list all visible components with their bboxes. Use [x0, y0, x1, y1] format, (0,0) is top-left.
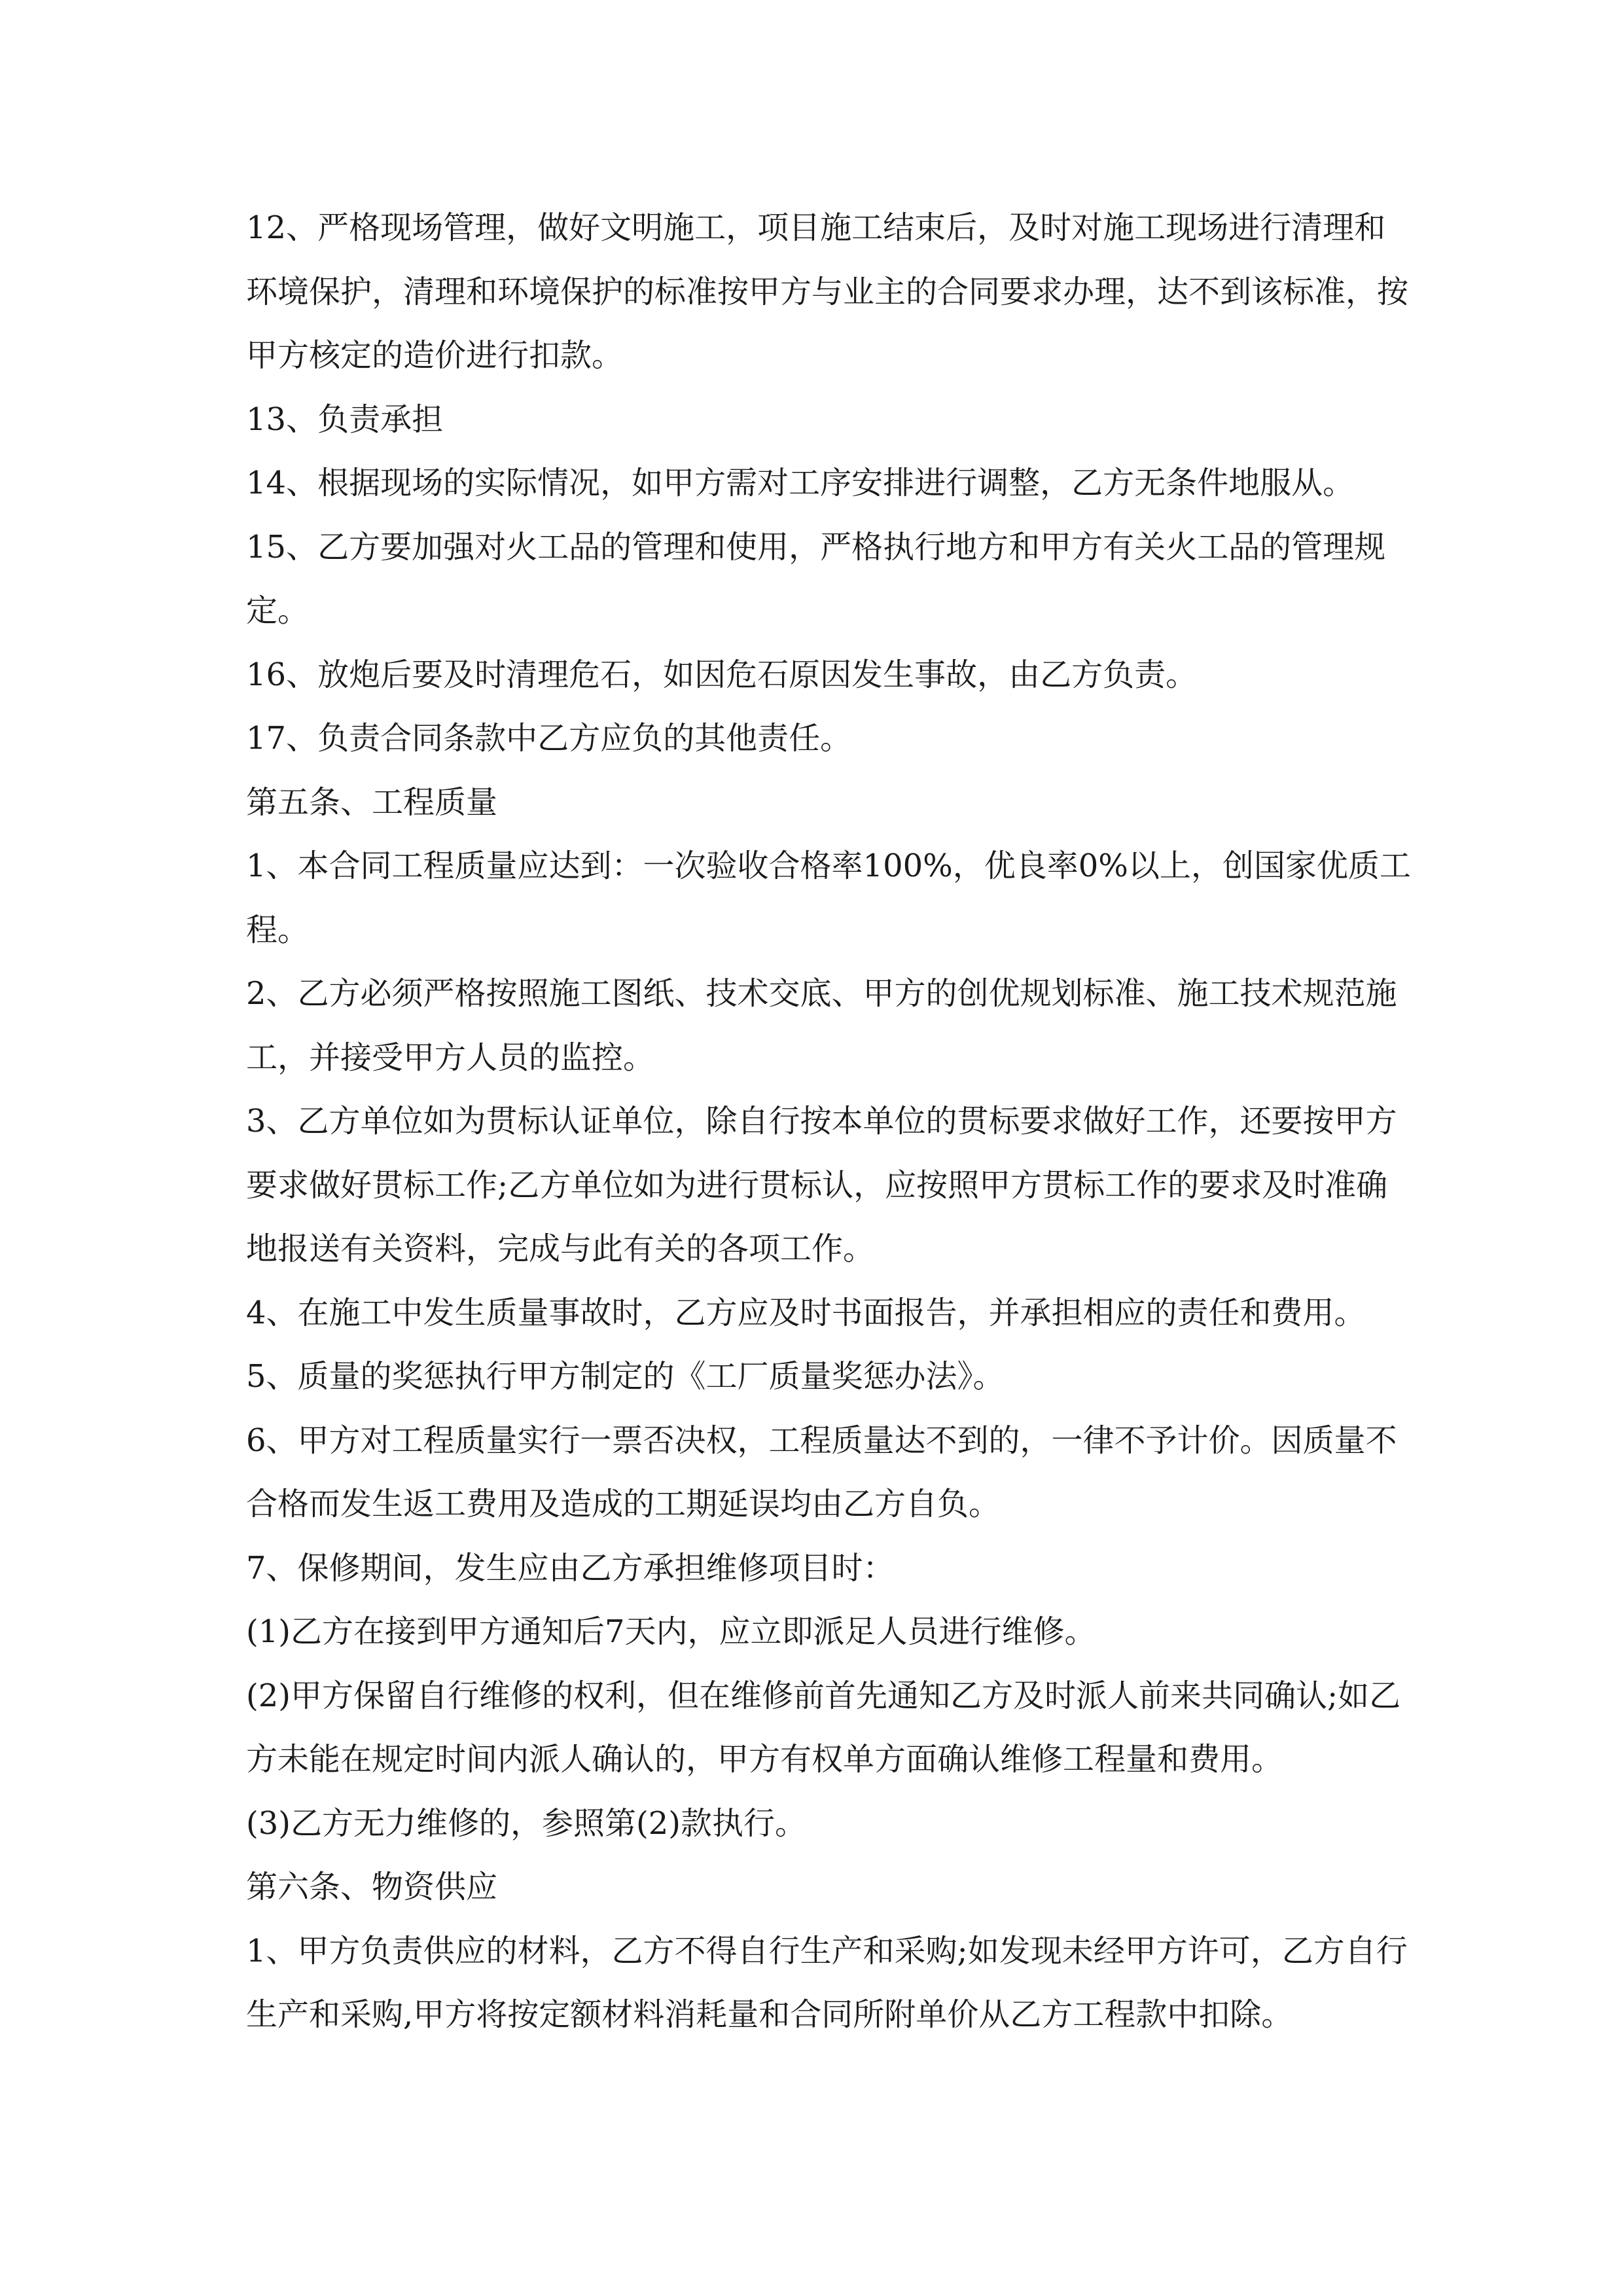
paragraph-clause-16: 16、放炮后要及时清理危石，如因危石原因发生事故，由乙方负责。 [246, 656, 1198, 693]
document-body [246, 196, 1411, 2047]
paragraph-quality-4: 4、在施工中发生质量事故时，乙方应及时书面报告，并承担相应的责任和费用。 [246, 1294, 1366, 1331]
paragraph-clause-14: 14、根据现场的实际情况，如甲方需对工序安排进行调整，乙方无条件地服从。 [246, 465, 1355, 501]
paragraph-warranty-2: (2)甲方保留自行维修的权利，但在维修前首先通知乙方及时派人前来共同确认;如乙方未能在规定时间内派人确认的，甲方有权单方面确认维修工程量和费用。 [246, 1677, 1401, 1778]
paragraph-clause-17: 17、负责合同条款中乙方应负的其他责任。 [246, 720, 852, 757]
paragraph-quality-6: 6、甲方对工程质量实行一票否决权，工程质量达不到的，一律不予计价。因质量不合格而发生返工费用及造成的工期延误均由乙方自负。 [246, 1422, 1397, 1522]
section-heading-article-6: 第六条、物资供应 [246, 1869, 498, 1905]
paragraph-warranty-1: (1)乙方在接到甲方通知后7天内，应立即派足人员进行维修。 [246, 1613, 1096, 1650]
paragraph-clause-13: 13、负责承担 [246, 401, 444, 438]
paragraph-quality-5: 5、质量的奖惩执行甲方制定的《工厂质量奖惩办法》。 [246, 1358, 1005, 1395]
paragraph-quality-1: 1、本合同工程质量应达到：一次验收合格率100%，优良率0%以上，创国家优质工程。 [246, 848, 1411, 948]
section-heading-article-5: 第五条、工程质量 [246, 783, 498, 821]
paragraph-quality-2: 2、乙方必须严格按照施工图纸、技术交底、甲方的创优规划标准、施工技术规范施工，并接受甲方人员的监控。 [246, 975, 1397, 1076]
paragraph-quality-7: 7、保修期间，发生应由乙方承担维修项目时： [246, 1549, 895, 1587]
paragraph-warranty-3: (3)乙方无力维修的，参照第(2)款执行。 [246, 1804, 806, 1842]
paragraph-clause-12: 12、严格现场管理，做好文明施工，项目施工结束后，及时对施工现场进行清理和环境保护，清理和环境保护的标准按甲方与业主的合同要求办理，达不到该标准，按甲方核定的造价进行扣款。 [246, 209, 1409, 374]
paragraph-clause-15: 15、乙方要加强对火工品的管理和使用，严格执行地方和甲方有关火工品的管理规定。 [246, 528, 1386, 629]
paragraph-quality-3: 3、乙方单位如为贯标认证单位，除自行按本单位的贯标要求做好工作，还要按甲方要求做好贯标工作;乙方单位如为进行贯标认，应按照甲方贯标工作的要求及时准确地报送有关资料，完成与此有关的各项工作。 [246, 1103, 1397, 1267]
paragraph-supply-1: 1、甲方负责供应的材料，乙方不得自行生产和采购;如发现未经甲方许可，乙方自行生产和采购,甲方将按定额材料消耗量和合同所附单价从乙方工程款中扣除。 [246, 1932, 1408, 2033]
